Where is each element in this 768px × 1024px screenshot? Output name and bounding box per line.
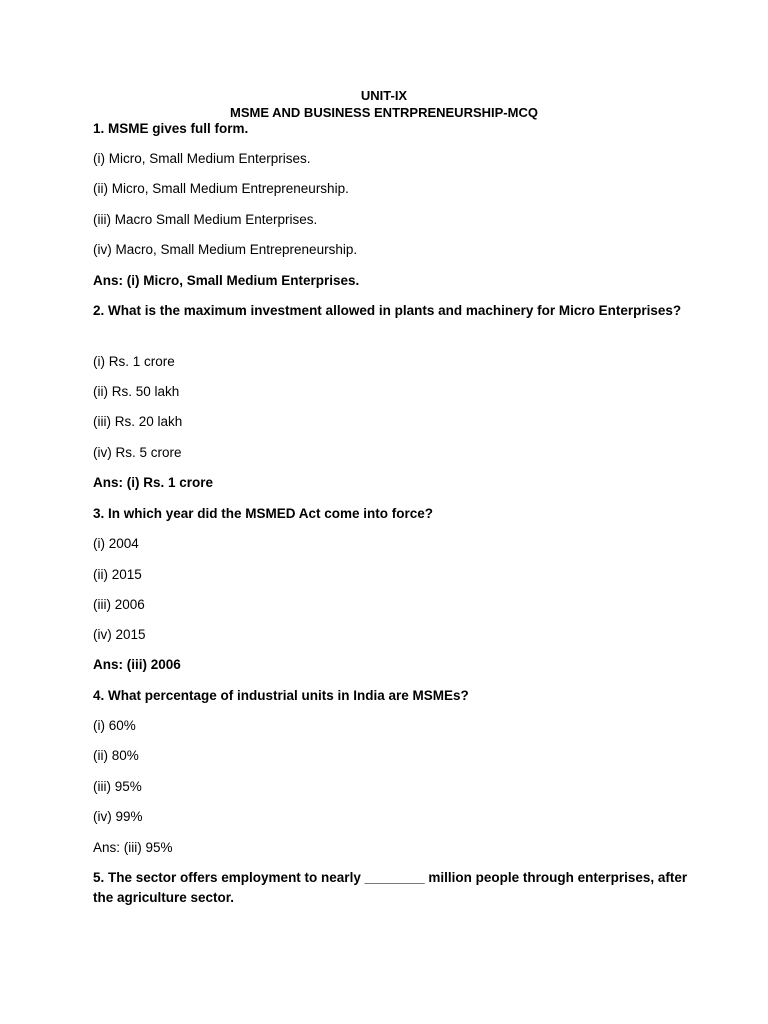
q4-option-1: (i) 60% [93, 718, 136, 733]
question-4: 4. What percentage of industrial units in India are MSMEs? [93, 688, 469, 703]
question-5: 5. The sector offers employment to nearly ________ million people through enterprises, after the agriculture sector. [93, 870, 688, 905]
q3-option-1: (i) 2004 [93, 536, 139, 551]
document-title: MSME AND BUSINESS ENTRPRENEURSHIP-MCQ [230, 105, 538, 120]
q4-option-2: (ii) 80% [93, 748, 139, 763]
q4-answer: Ans: (iii) 95% [93, 840, 173, 855]
q2-option-3: (iii) Rs. 20 lakh [93, 414, 183, 429]
question-2: 2. What is the maximum investment allowed in plants and machinery for Micro Enterprises? [93, 303, 682, 318]
q1-answer: Ans: (i) Micro, Small Medium Enterprises. [93, 273, 360, 288]
q1-option-2: (ii) Micro, Small Medium Entrepreneurship. [93, 181, 349, 196]
q2-option-2: (ii) Rs. 50 lakh [93, 384, 180, 399]
question-3: 3. In which year did the MSMED Act come into force? [93, 506, 434, 521]
question-1: 1. MSME gives full form. [93, 121, 249, 136]
q1-option-3: (iii) Macro Small Medium Enterprises. [93, 212, 318, 227]
q3-answer: Ans: (iii) 2006 [93, 657, 181, 672]
q3-option-2: (ii) 2015 [93, 567, 142, 582]
q2-answer: Ans: (i) Rs. 1 crore [93, 475, 214, 490]
q2-option-4: (iv) Rs. 5 crore [93, 445, 182, 460]
q4-option-3: (iii) 95% [93, 779, 142, 794]
q3-option-3: (iii) 2006 [93, 597, 145, 612]
q4-option-4: (iv) 99% [93, 809, 143, 824]
unit-heading: UNIT-IX [360, 88, 408, 103]
q3-option-4: (iv) 2015 [93, 627, 146, 642]
q1-option-1: (i) Micro, Small Medium Enterprises. [93, 151, 311, 166]
q1-option-4: (iv) Macro, Small Medium Entrepreneurship. [93, 242, 358, 257]
q2-option-1: (i) Rs. 1 crore [93, 354, 175, 369]
